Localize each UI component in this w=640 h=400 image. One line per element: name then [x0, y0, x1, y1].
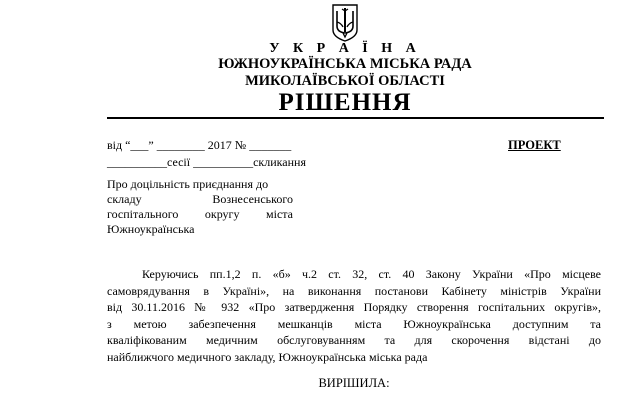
- preamble-line: від 30.11.2016 № 932 «Про затвердження Порядку створення госпітальних округів»,: [107, 300, 601, 314]
- subject-line: Южноукраїнська: [107, 222, 195, 236]
- session-convocation-line: __________сесії __________скликання: [107, 155, 306, 169]
- subject-line: госпітального округу міста: [107, 207, 293, 221]
- draft-label: ПРОЕКТ: [508, 138, 561, 152]
- decided-heading: ВИРІШИЛА:: [318, 376, 390, 390]
- country-heading: У К Р А Ї Н А: [269, 41, 421, 56]
- ukraine-trident-icon: [330, 2, 360, 42]
- document-type-title: РІШЕННЯ: [278, 89, 412, 116]
- preamble-line: самоврядування в Україні», на виконання постанови Кабінету міністрів України: [107, 283, 601, 298]
- header-divider: [107, 117, 604, 119]
- council-heading: ЮЖНОУКРАЇНСЬКА МІСЬКА РАДА: [218, 56, 472, 72]
- preamble-paragraph: [107, 266, 601, 365]
- preamble-line: кваліфікованим медичним обслуговуванням та для скорочення відстані до: [107, 333, 601, 347]
- subject-line: складу Вознесенського: [107, 192, 293, 206]
- subject-line: Про доцільність приєднання до: [107, 177, 269, 191]
- preamble-line: Керуючись пп.1,2 п. «б» ч.2 ст. 32, ст. 40 Закону України «Про місцеве: [142, 267, 601, 281]
- date-number-line: від “___” ________ 2017 № _______: [107, 138, 292, 152]
- preamble-line: з метою забезпечення мешканців міста Южноукраїнська доступним та: [107, 316, 601, 331]
- preamble-line: найближчого медичного закладу, Южноукраїнська міська рада: [107, 349, 428, 364]
- coat-of-arms-emblem: [330, 2, 360, 42]
- decision-subject: [107, 177, 293, 237]
- oblast-heading: МИКОЛАЇВСЬКОЇ ОБЛАСТІ: [245, 73, 445, 89]
